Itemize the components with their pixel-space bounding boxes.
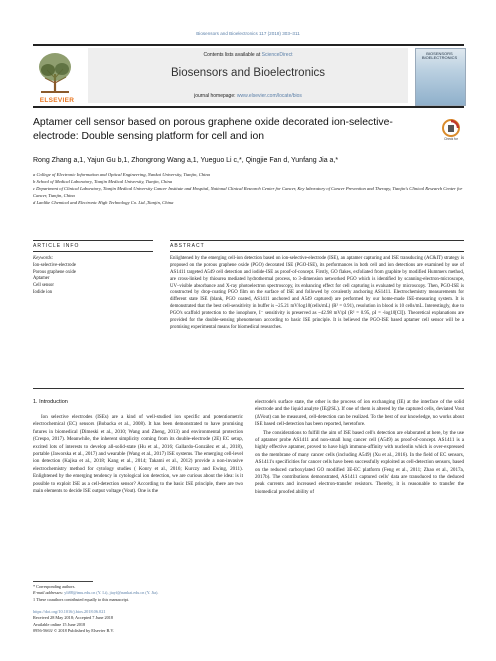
abstract-rule-2: [170, 251, 464, 252]
cover-title: BIOSENSORS BIOELECTRONICS: [421, 51, 458, 61]
received-dates: Received 28 May 2018; Accepted 7 June 2018: [33, 615, 114, 621]
running-head: Biosensors and Bioelectronics 117 (2018) 303–311: [196, 31, 300, 36]
keywords-label: Keywords:: [33, 256, 54, 261]
affiliation-b: b School of Medical Laboratory, Tianjin Medical University, Tianjin, China: [33, 179, 173, 185]
issn-copyright: 0956-5663/ © 2018 Published by Elsevier B.V.: [33, 628, 115, 634]
doi-link[interactable]: https://doi.org/10.1016/j.bios.2018.06.021: [33, 609, 106, 614]
affiliations: [33, 171, 464, 207]
article-info-heading: ARTICLE INFO: [33, 243, 80, 249]
article-info-rule-2: [33, 251, 153, 252]
contents-line: [88, 52, 408, 58]
publisher-logo-text: ELSEVIER: [39, 97, 75, 104]
intro-column-right: [255, 399, 464, 497]
intro-column-left: [33, 414, 243, 496]
homepage-line: [88, 93, 408, 99]
check-for-updates-icon[interactable]: [440, 118, 462, 142]
svg-text:Check for: Check for: [444, 137, 458, 141]
keyword-item: Ion-selective-electrode: [33, 262, 76, 268]
affiliation-c: c Department of Clinical Laboratory, Tianjin Medical University Cancer Institute and Hospital, National Clinical Research Center for Cancer, Key laboratory of Cancer Prevention and Therapy, Tianjin's Clinical Research Center for Cancer, Tianjin, China: [33, 186, 463, 199]
journal-title: Biosensors and Bioelectronics: [170, 67, 326, 79]
intro-paragraph: The considerations to fulfill the aim of ISE based cell's detection are elaborated at here, by the use of aptamer probe AS1411 and non-small lung cancer cell (A549) as proof-of-concept. AS1411 is a highly effective aptamer, proved to have high immuno-affinity with nucleolin which is over-expressed on the membrane of many cancer cells (including A549) (Xu et al., 2016). In the field of EC sensors, AS1411's specificities for cancer cells have been successfully exploited as cell-detection sensors, based on the reduced carboxylated GO modified 3E-EC platform (Feng et al., 2011; Zhao et al., 2017a, 2017b). The contributions demonstrated, AS1411 captured cells' data are transduced to the deduced peak currents and increased electron-transfer resistors. Thereby, it is reasonable to transfer the biomedical proofed ability of: [255, 429, 464, 495]
article-info-rule: [33, 240, 153, 241]
header-top-rule: [33, 44, 464, 46]
abstract-bottom-rule: [33, 388, 464, 389]
affiliation-a: a College of Electronic Information and Optical Engineering, Nankai University, Tianjin, China: [33, 172, 210, 177]
article-title: Aptamer cell sensor based on porous graphene oxide decorated ion-selective-electrode: Double sensing platform for cell and ion: [33, 117, 393, 143]
equal-contribution-note: 1 These coauthors contributed equally to this manuscript.: [33, 596, 129, 602]
keywords-block: [33, 256, 153, 297]
keyword-item: Iodide ion: [33, 290, 53, 296]
abstract-rule: [170, 240, 464, 241]
elsevier-tree-logo: [33, 48, 77, 102]
header-bottom-rule: [33, 106, 464, 108]
intro-paragraph: Ion selective electrodes (ISEs) are a kind of well-studied ion specific and potentiometric electrochemical (EC) sensors (Bobacka et al., 2008). It has been demonstrated to have promising futures in biomedical (Dimeski et al., 2010; Wang and Zheng, 2013) and environmental protection (Crespo, 2017). Meanwhile, the inherent simplicity coming from its double-electrode (2E) EC setup, excited lots of interests to develop all-solid-state (Hu et al., 2016; Gallardo-González et al., 2018), portable (Jaworska et al., 2017) and wearable (Wang et al., 2017) ISE systems. The emerging cell-level ion detection (Kajisa et al., 2018; Kang et al., 2014; Takami et al., 2012) provide a non-invasive electrochemistry method for cytology studies ( Konry et al., 2016; Kurczy and Ewing, 2011). Enlightened by the emerging tendency in cytological ion detection, we are curious about the idea: is it possible to exploit ISE as a cell-detection sensor? According to the basic ISE principle, there are two main elements to decide ISE output voltage (Vout). One is the: [33, 414, 243, 495]
footnote-rule: [33, 581, 93, 582]
footnotes: [33, 584, 273, 603]
author-list: Rong Zhang a,1, Yajun Gu b,1, Zhongrong Wang a,1, Yueguo Li c,*, Qingjie Fan d, Yunfang Jia a,*: [33, 157, 339, 164]
online-date: Available online 15 June 2018: [33, 621, 86, 627]
affiliation-d: d Lanlike Chemical and Electronic High Technology Co. Ltd.,Tianjin, China: [33, 200, 174, 206]
email-links[interactable]: yli88@tmu.edu.cn (Y. Li), jiayf@nankai.edu.cn (Y. Jia).: [64, 590, 159, 596]
intro-paragraph: electrode's surface state, the other is the process of ion exchanging (IE) at the interface of the solid electrode and the liquid analyte (IE@SL). If one of them is altered by the captured cells, deviated Vout (ΔVout) can be measured, cell-detection can be realized. To the best of our knowledge, no works about ISE based cell-detection has been reported, heretofore.: [255, 399, 464, 428]
abstract-text: Enlightened by the emerging cell-ion detection based on ion-selective-electrode (ISE), an aptamer capturing and ISE transducing (AC&IT) strategy is proposed on the porous graphene oxide (PGO) decorated ISE (PGO-ISE), its performances in both cell and ion detections are examined by use of AS1411 targeted A549 cell detection and iodide-ISE as proof-of-concept. Firstly, GO flakes, exfoliated from graphite by modified Hummers method, are cross-linked by thiourea mediated hydrothermal process, to 3-dimension networked PGO which is identified by scanning-electron-microscope, UV–visible absorbance and X-ray photoelectron spectroscopy, its enhancing effect for cell capturing is evaluated by microscopy. Then, PGO-ISE is constructed by drop-coating PGO film on the surface of ISE and followed by covalently anchoring AS1411. Electrochemistry measurements for different state ISE (blank, PGO coated, AS1411 anchored and A549 captured) are performed by our home-made ISE-measuring system. It is demonstrated that the best cell-sensitivity in buffer is ~25.21 mV/log10(cells/mL) (R² = 0.91), resolution in blood is 10 cells/mL. Interestingly, due to PGO's scaffold protection to the ionophore, I⁻ sensitivity is preserved as ~42.98 mV/pI (R² = 0.95, pI = -log10[CI]). Theoretical explanations are provided for the double-sensing phenomenon according to basic ISE principle. It is believed the PGO-ISE based aptamer cell sensor will be a promising experimental means for biomedical researches.: [170, 256, 464, 330]
email-prefix: E-mail addresses:: [33, 590, 64, 596]
abstract-heading: ABSTRACT: [170, 243, 205, 249]
homepage-link[interactable]: www.elsevier.com/locate/bios: [236, 93, 302, 99]
keyword-item: Aptamer: [33, 276, 50, 282]
corresponding-note: * Corresponding authors.: [33, 584, 76, 589]
contents-prefix: Contents lists available at: [203, 52, 261, 58]
intro-heading: 1. Introduction: [33, 399, 68, 405]
keyword-item: Cell sensor: [33, 283, 54, 289]
keyword-item: Porous graphene oxide: [33, 269, 76, 275]
article-meta: [33, 609, 273, 635]
homepage-prefix: journal homepage:: [194, 93, 236, 99]
sciencedirect-link[interactable]: ScienceDirect: [261, 52, 293, 58]
